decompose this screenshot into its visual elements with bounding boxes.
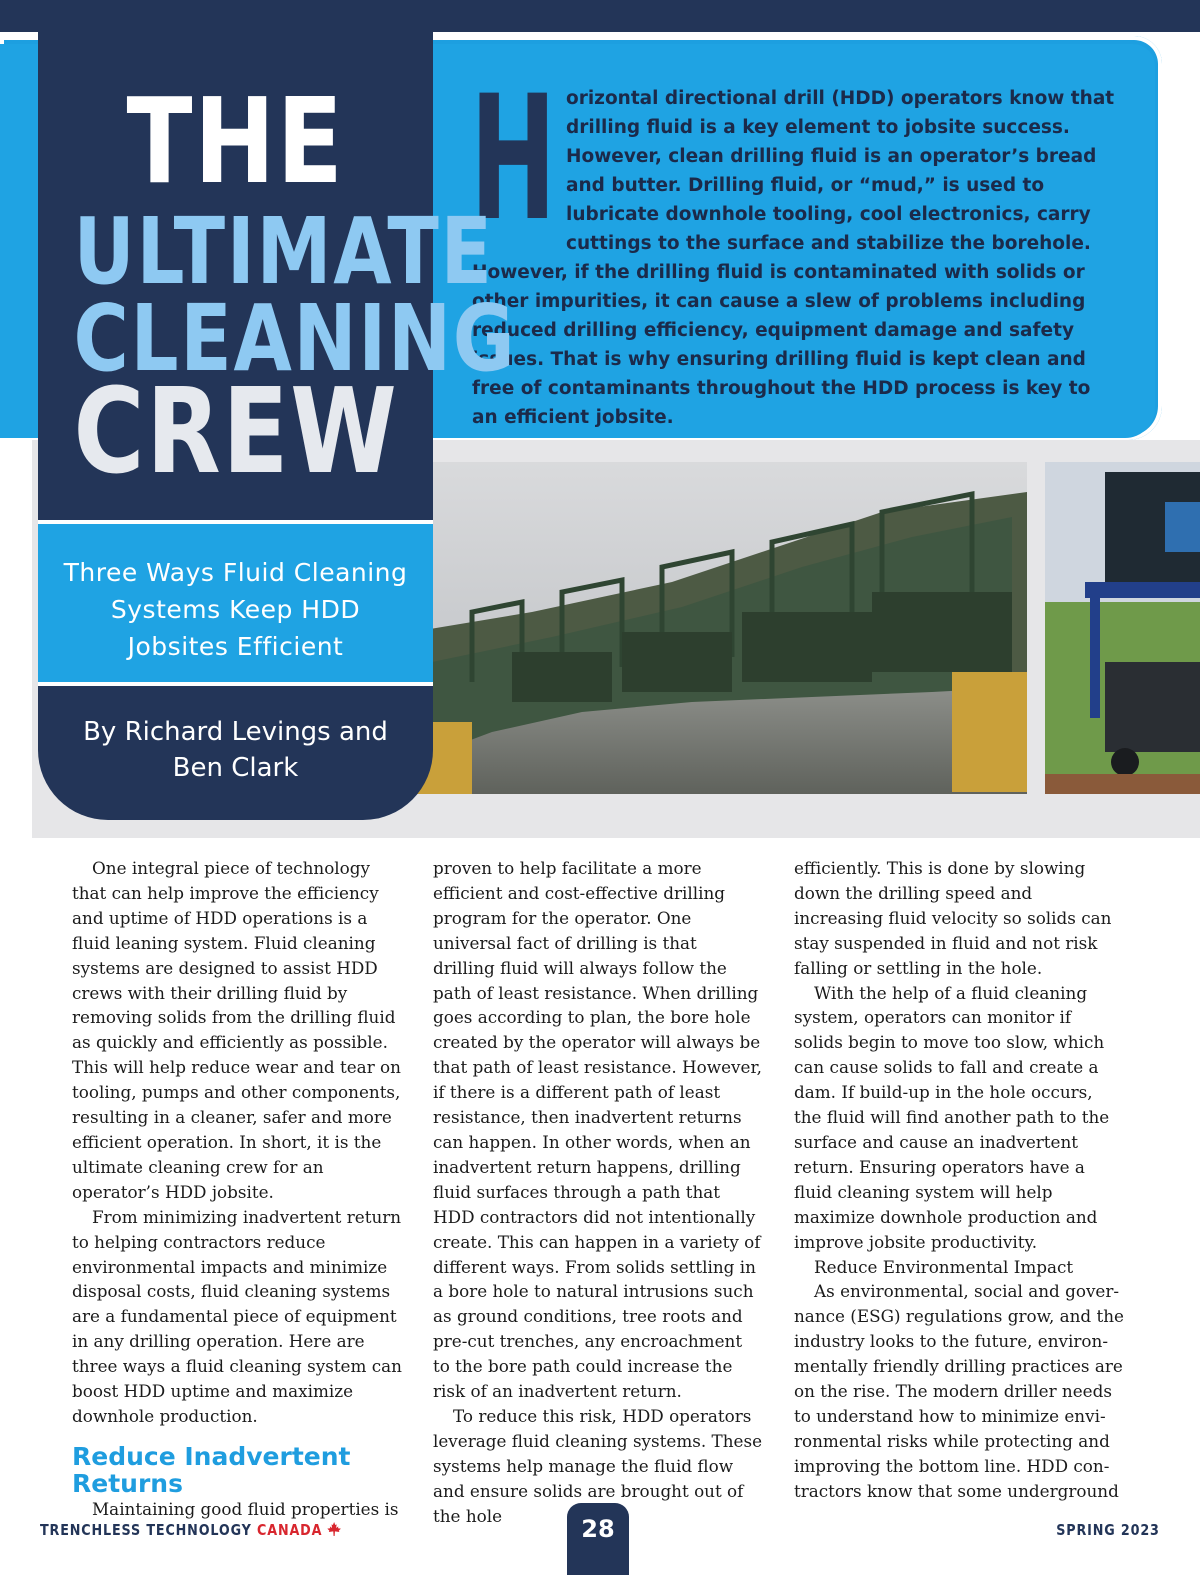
page-number: 28 [581,1515,615,1543]
paragraph: proven to help facilitate a more efficient and cost-effective drilling program for the operator. One universal fact of drilling is that drilling fluid will always follow the path of least resistance. When drilling goes according to plan, the bore hole created by the operator will always be that path of least resistance. However, if there is a different path of least resistance, then inadvertent returns can happen. In other words, when an inadvertent return happens, drilling fluid surfaces through a path that HDD contractors did not intentionally create. This can happen in a variety of different ways. From solids settling in a bore hole to natural intrusions such as ground conditions, tree roots and pre-cut trenches, any encroachment to the bore path could increase the risk of an inadvertent return. [433,858,762,1402]
photo-shakers-illustration [412,462,1027,794]
byline: By Richard Levings and Ben Clark [83,717,388,783]
subtitle-box [38,520,433,686]
paragraph: To reduce this risk, HDD operators leverage fluid cleaning systems. These systems help manage the fluid flow and ensure solids are brought out of the hole [433,1405,762,1526]
paragraph: With the help of a fluid cleaning system, operators can monitor if solids begin to move too slow, which can cause solids to fall and create a dam. If build-up in the hole occurs, the fluid will find another path to the surface and cause an inadvertent return. Ensuring operators have a fluid cleaning system will help maximize downhole production and improve jobsite productivity. [794,982,1110,1252]
section-heading: Reduce Inadvertent Returns [72,1441,351,1498]
photo-shakers [412,462,1027,794]
title-line-cleaning: CLEANING [73,285,517,392]
photo-equipment-illustration [1045,462,1200,794]
maple-leaf-icon [328,1522,342,1536]
dropcap: H [470,58,557,259]
paragraph: Maintaining good fluid properties is [92,1498,399,1519]
paragraph: From minimizing inadvertent return to helping contractors reduce environmental impacts and minimize disposal costs, fluid cleaning systems are a fundamental piece of equipment in any drilling operation. Here are three ways a fluid cleaning system can boost HDD uptime and maximize downhole production. [72,1206,402,1426]
body-column-1 [72,856,402,1522]
publication-country: CANADA [257,1521,323,1539]
title-panel [38,0,517,820]
intro-paragraph [470,58,1122,432]
title-line-ultimate: ULTIMATE [73,198,494,305]
paragraph: One integral piece of technology that can help improve the efficiency and uptime of HDD operations is a fluid leaning system. Fluid cleaning systems are designed to assist HDD crews with their drilling fluid by removing solids from the drilling fluid as quickly and efficiently as possible. This will help reduce wear and tear on tooling, pumps and other components, resulting in a cleaner, safer and more efficient operation. In short, it is the ultimate cleaning crew for an operator’s HDD jobsite. [72,858,401,1202]
footer-issue: SPRING 2023 [1056,1521,1160,1539]
paragraph: As environmental, social and governance (ESG) regulations grow, and the industry looks to the future, environmentally friendly drilling practices are on the rise. The modern driller needs to understand how to minimize environmental risks while protecting and improving the bottom line. HDD contractors know that some underground [794,1281,1124,1501]
subtitle: Three Ways Fluid Cleaning Systems Keep HDD Jobsites Efficient [63,558,408,661]
subheading: Reduce Environmental Impact [814,1256,1074,1277]
paragraph: efficiently. This is done by slowing down the drilling speed and increasing fluid velocity so solids can stay suspended in fluid and not risk falling or settling in the hole. [794,858,1112,978]
intro-text: orizontal directional drill (HDD) operators know that drilling fluid is a key element to jobsite success. However, clean drilling fluid is an operator’s bread and butter. Drilling fluid, or “mud,” is used to lubricate downhole tooling, cool electronics, carry cuttings to the surface and stabilize the borehole. However, if the drilling fluid is contaminated with solids or other impurities, it can cause a slew of problems including reduced drilling efficiency, equipment damage and safety issues. That is why ensuring drilling fluid is kept clean and free of contaminants throughout the HDD process is key to an efficient jobsite. [472,88,1115,428]
publication-name: TRENCHLESS TECHNOLOGY [40,1521,252,1539]
footer-publication [40,1521,341,1539]
page-number-tab [567,1503,629,1575]
title-line-crew: CREW [73,362,399,500]
title-line-the: THE [126,72,345,210]
photo-equipment [1045,462,1200,794]
body-column-3 [794,856,1124,1504]
body-column-2 [433,856,763,1528]
